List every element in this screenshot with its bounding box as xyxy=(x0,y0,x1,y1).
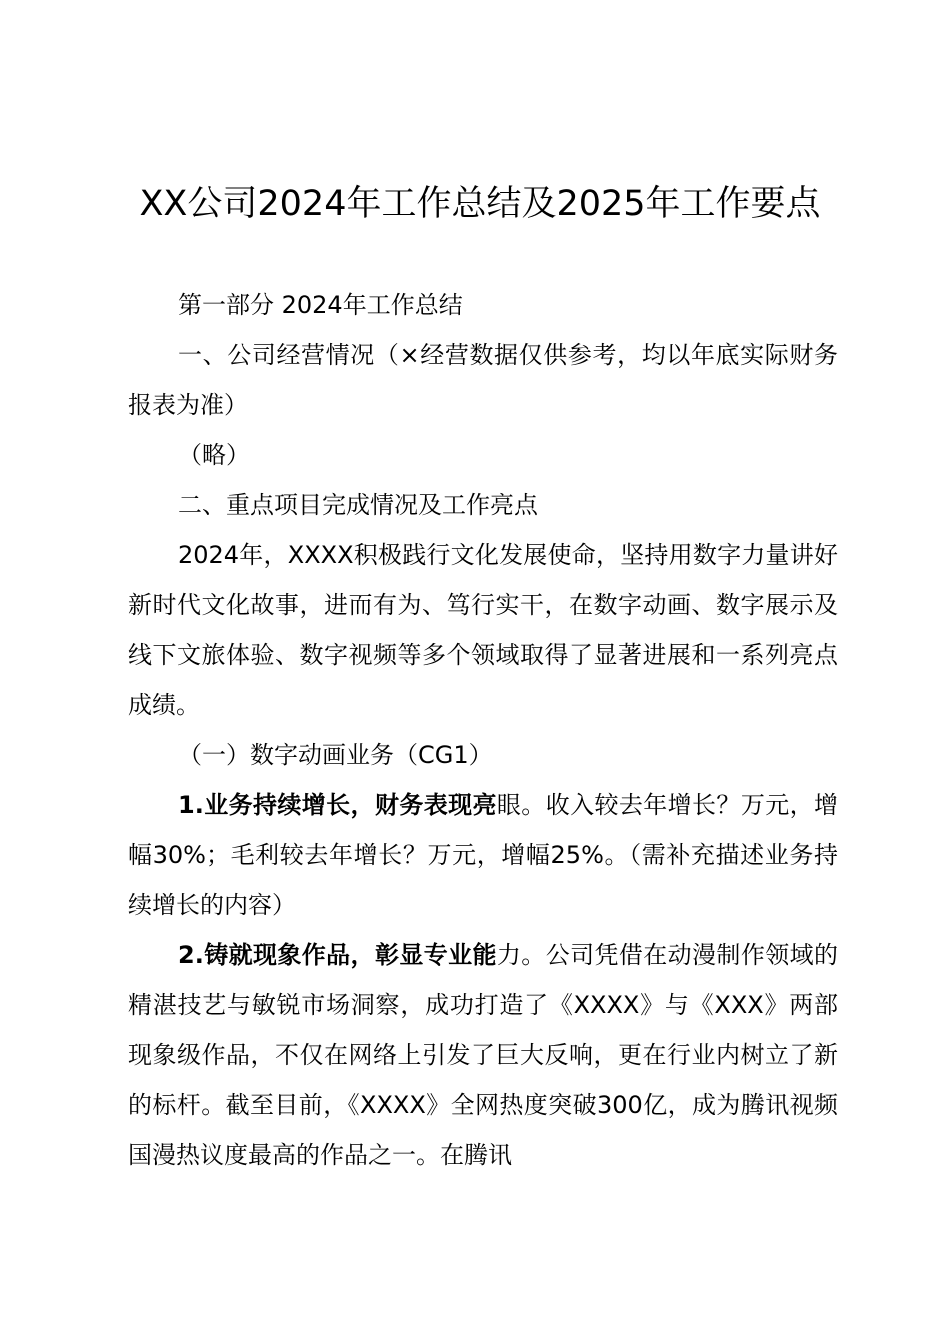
item-2-bold-lead: 2.铸就现象作品，彰显专业能 xyxy=(178,941,497,969)
section-2-intro-paragraph: 2024年，XXXX积极践行文化发展使命，坚持用数字力量讲好新时代文化故事，进而有为、笃行实干，在数字动画、数字展示及线下文旅体验、数字视频等多个领域取得了显著进展和一系列亮点成绩。 xyxy=(128,541,838,719)
section-1-content: （略） xyxy=(178,441,250,469)
section-2-heading: 二、重点项目完成情况及工作亮点 xyxy=(178,491,538,519)
section-1-heading: 一、公司经营情况（×经营数据仅供参考，均以年底实际财务报表为准） xyxy=(128,341,838,419)
item-1-paragraph xyxy=(128,780,838,930)
item-1-text: 眼。收入较去年增长？万元，增幅30%；毛利较去年增长？万元，增幅25%。（需补充描述业务持续增长的内容） xyxy=(128,791,838,919)
part-heading: 第一部分 2024年工作总结 xyxy=(178,291,463,319)
subsection-1-heading: （一）数字动画业务（CG1） xyxy=(178,741,493,769)
item-1-bold-lead: 1.业务持续增长，财务表现亮 xyxy=(178,791,497,819)
document-title: XX公司2024年工作总结及2025年工作要点 xyxy=(139,184,821,224)
item-2-paragraph xyxy=(128,930,838,1180)
item-2-text: 力。公司凭借在动漫制作领域的精湛技艺与敏锐市场洞察，成功打造了《XXXX》与《XXX》两部现象级作品，不仅在网络上引发了巨大反响，更在行业内树立了新的标杆。截至目前，《XXXX》全网热度突破300亿，成为腾讯视频国漫热议度最高的作品之一。在腾讯 xyxy=(128,941,838,1169)
